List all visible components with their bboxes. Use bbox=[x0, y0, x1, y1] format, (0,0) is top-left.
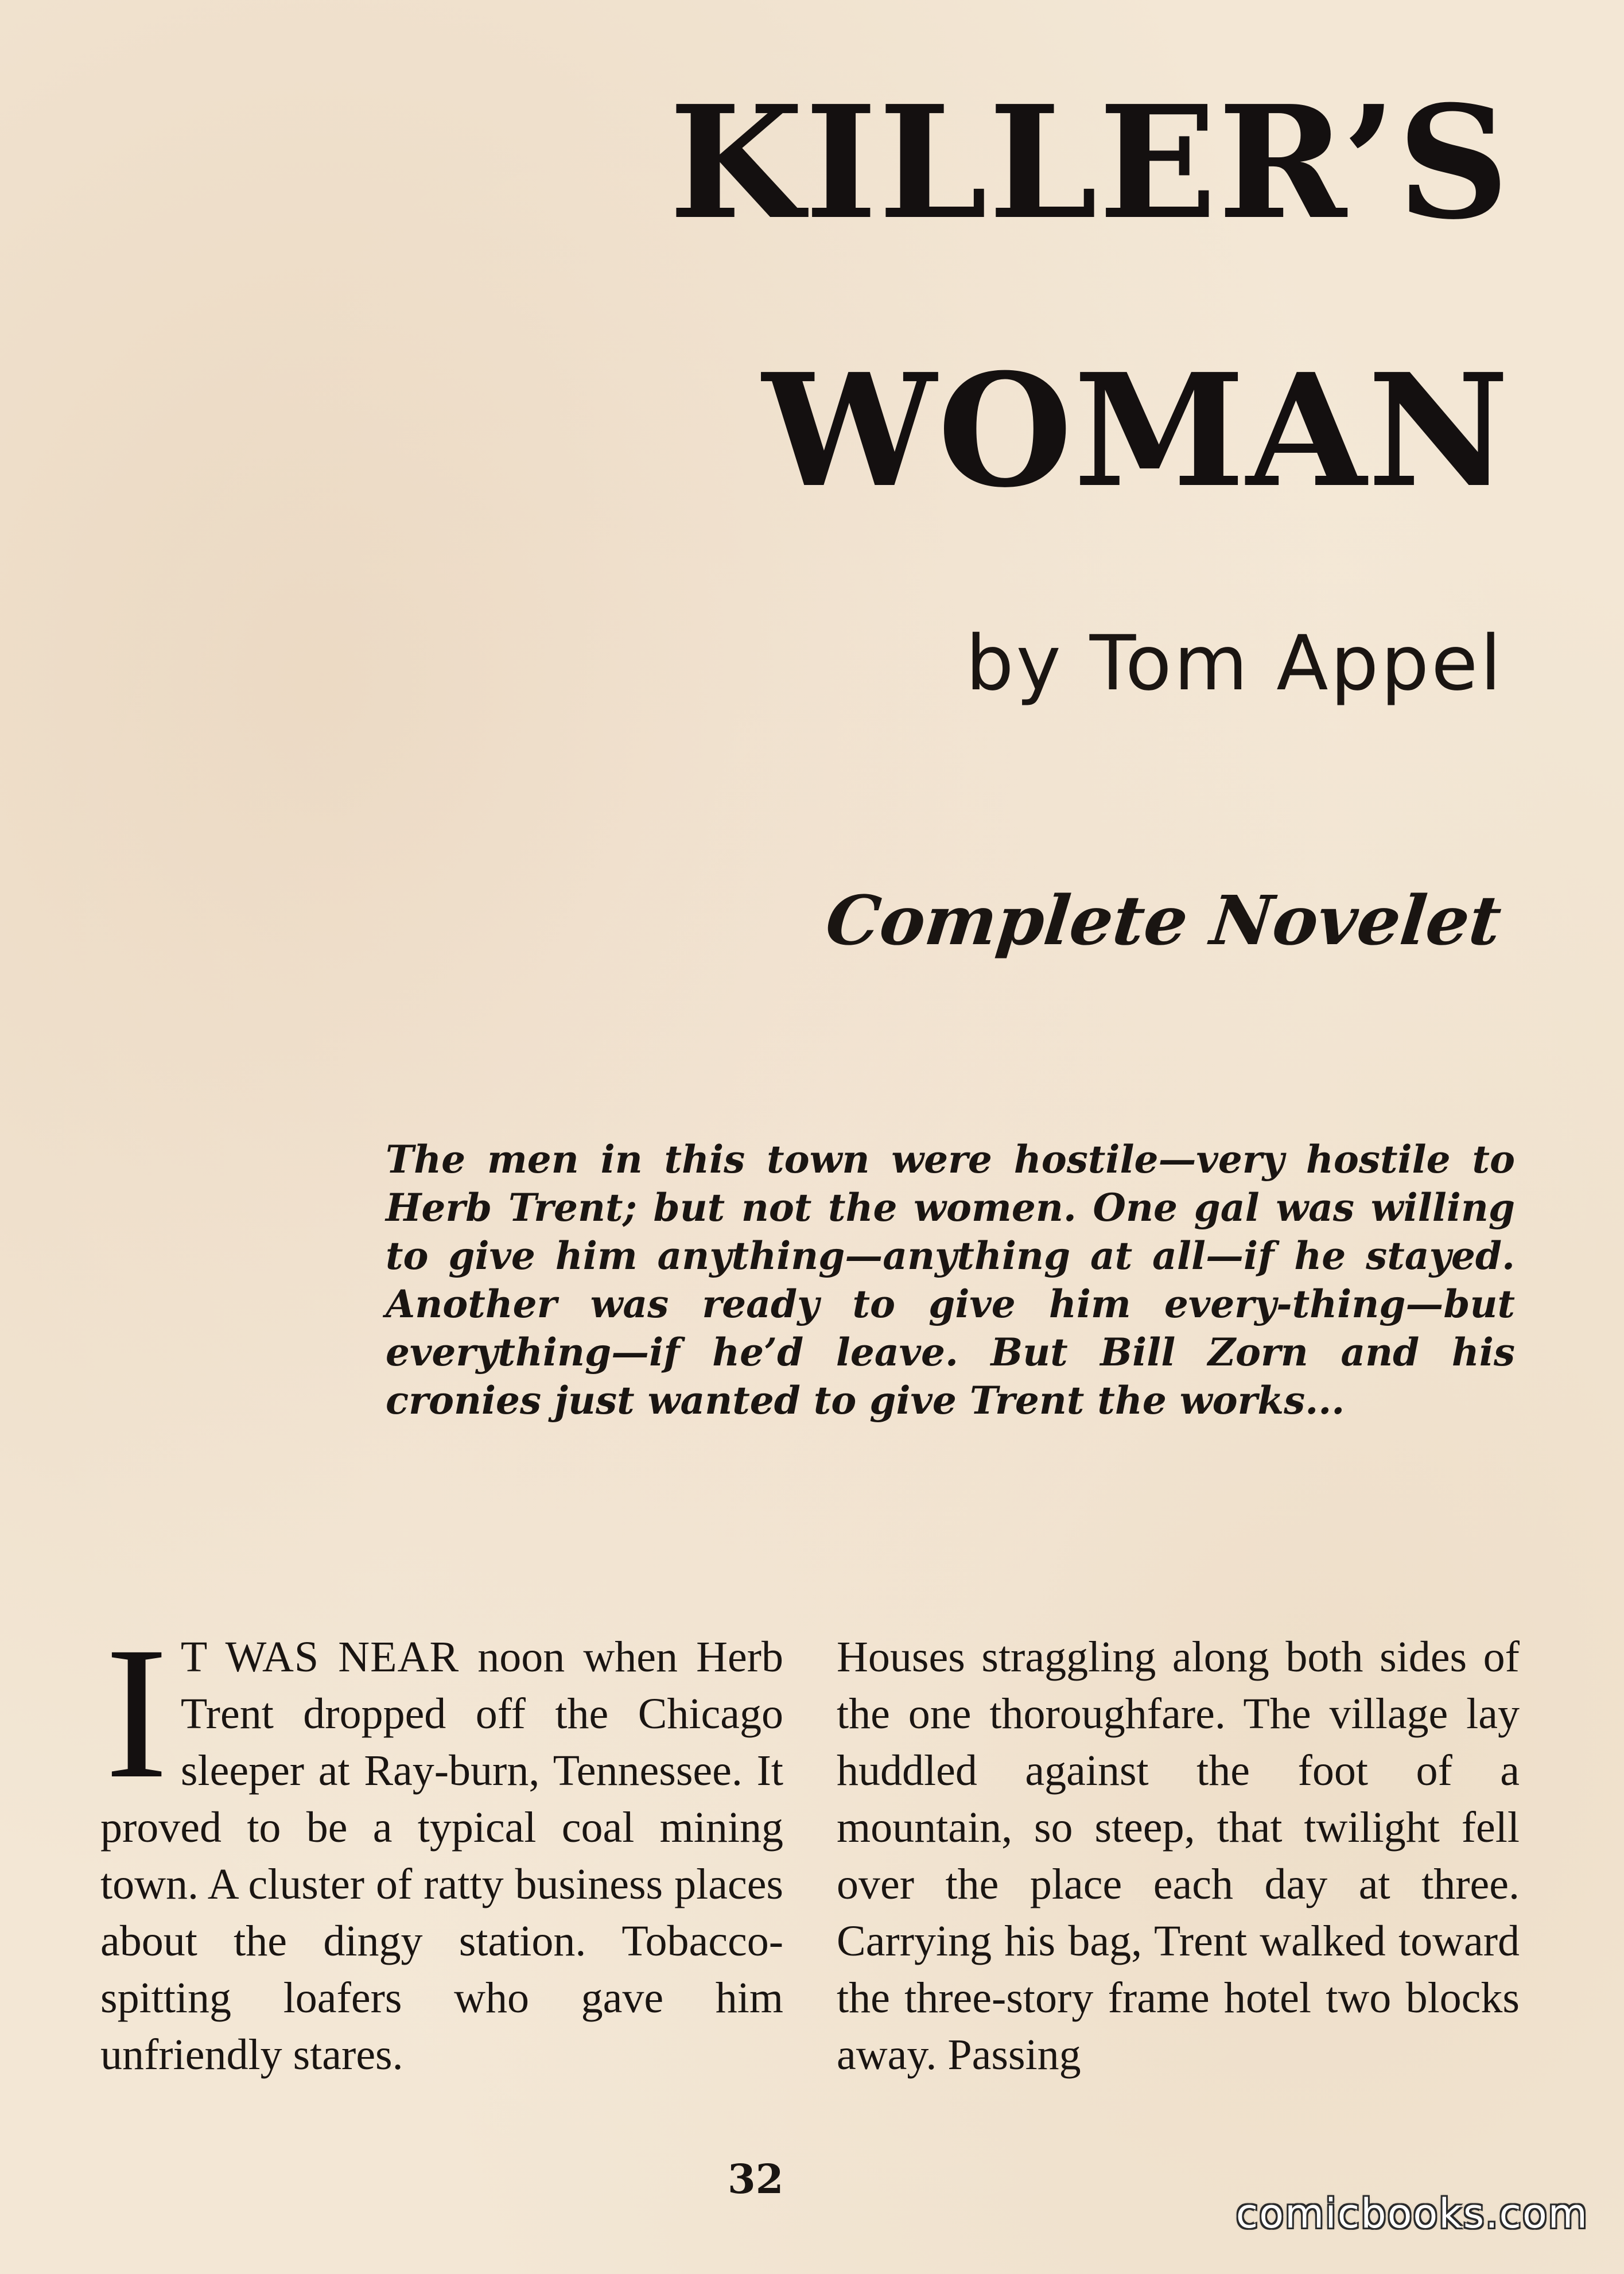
site-watermark: comicbooks.com bbox=[1236, 2190, 1588, 2237]
drop-cap: I bbox=[105, 1608, 168, 1818]
story-title-line-2: WOMAN bbox=[762, 339, 1510, 522]
body-column-left bbox=[100, 1608, 783, 2083]
story-title-line-1: KILLER’S bbox=[669, 71, 1510, 254]
page-number: 32 bbox=[728, 2155, 784, 2203]
body-column-right bbox=[837, 1629, 1520, 2083]
author-byline: by Tom Appel bbox=[965, 619, 1503, 708]
column-right-text: Houses straggling along both sides of the one thoroughfare. The village lay huddled against the foot of a mountain, so steep, that twilight fell over the place each day at three. Carrying his bag, Trent walked toward the three-story frame hotel two blocks away. Passing bbox=[837, 1633, 1520, 2079]
story-kicker: Complete Novelet bbox=[822, 880, 1505, 960]
lead-in: T WAS NEAR bbox=[180, 1633, 460, 1681]
column-left-text: noon when Herb Trent dropped off the Chicago sleeper at Ray-burn, Tennessee. It proved to be a typical coal mining town. A cluster of ratty business places about the dingy station. Tobacco-spitting loafers who gave him unfriendly stares. bbox=[100, 1633, 783, 2079]
story-blurb: The men in this town were hostile—very hostile to Herb Trent; but not the women. One gal was willing to give him anything—anything at all—if he stayed. Another was ready to give him every-thing—but everything—if he’d leave. But Bill Zorn and his cronies just wanted to give Trent the works... bbox=[386, 1137, 1515, 1423]
